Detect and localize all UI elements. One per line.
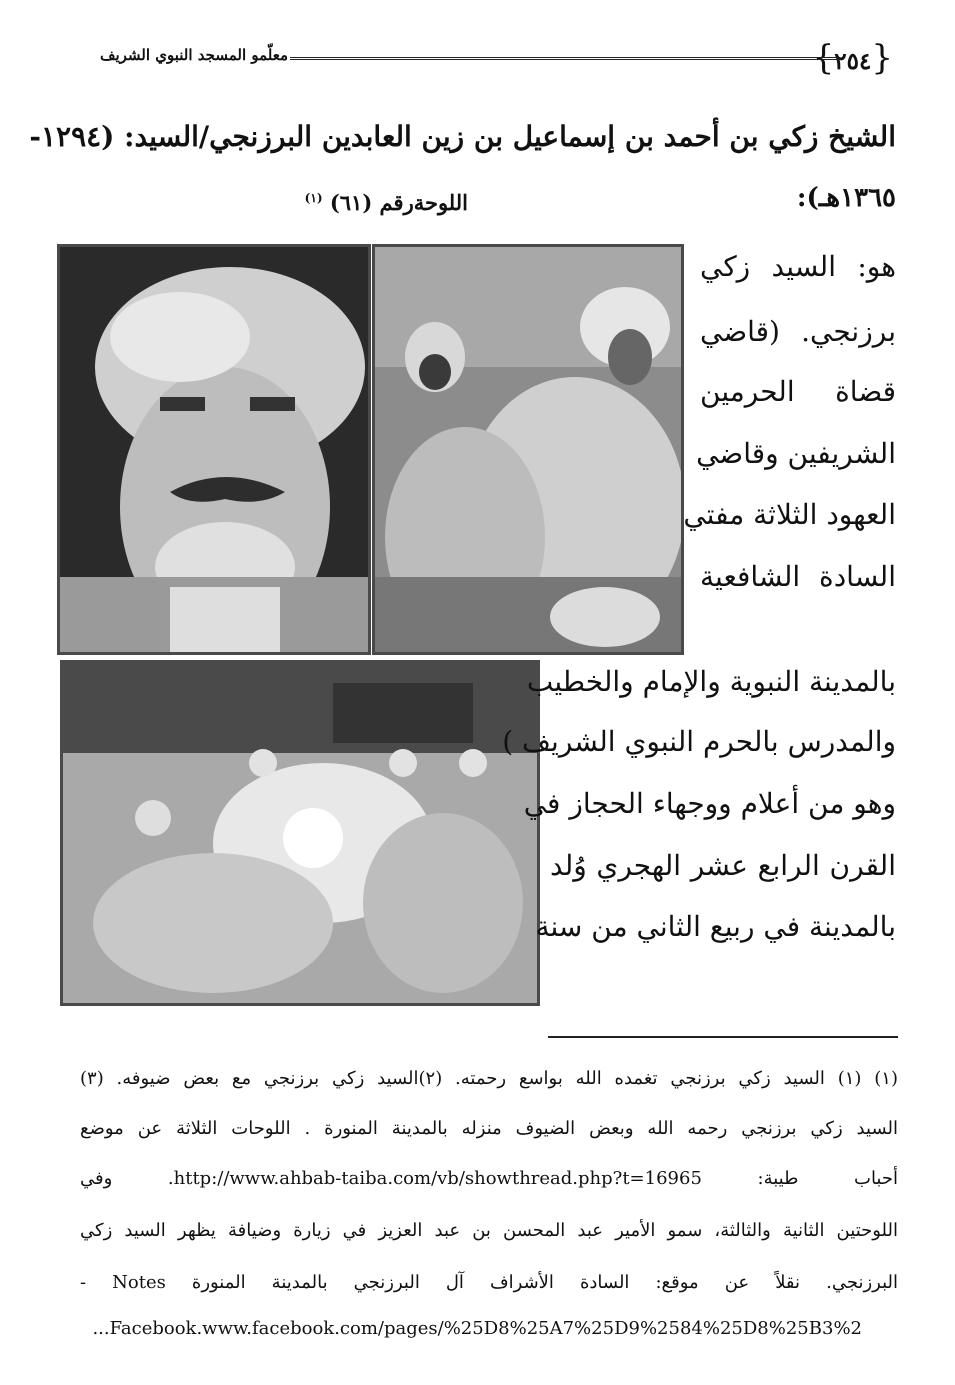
book-title: معلّمو المسجد النبوي الشريف [99,46,288,64]
body-line: الشريفين وقاضي [696,437,896,470]
body-line: العهود الثلاثة مفتي [683,498,896,531]
guests-photo [372,244,684,655]
body-line: والمدرس بالحرم النبوي الشريف ) [502,725,896,758]
body-line: بالمدينة النبوية والإمام والخطيب [526,665,896,698]
footnote-line: البرزنجي. نقلاً عن موقع: السادة الأشراف آل البرزنجي بالمدينة المنورة Notes - [80,1272,898,1293]
plate-caption [268,190,468,215]
body-line: هو: السيد زكي [700,250,896,283]
footnote-rule [548,1036,898,1038]
portrait-photo [57,244,371,655]
body-line: وهو من أعلام ووجهاء الحجاز في [523,787,896,820]
header-rule [290,57,840,60]
body-line: القرن الرابع عشر الهجري وُلد [550,849,896,882]
body-line: برزنجي. (قاضي [700,315,896,348]
body-line: بالمدينة في ربيع الثاني من سنة [535,910,896,943]
entry-title-line-1: الشيخ زكي بن أحمد بن إسماعيل بن زين العابدين البرزنجي/السيد: (١٢٩٤- [29,120,896,153]
body-line: قضاة الحرمين [700,375,896,408]
plate-caption-text: اللوحةرقم (٦١) [329,190,468,215]
footnote-line: السيد زكي برزنجي رحمه الله وبعض الضيوف منزله بالمدينة المنورة . اللوحات الثلاثة عن موضع [80,1118,898,1139]
footnote-line: (١) (١) السيد زكي برزنجي تغمده الله بواسع رحمته. (٢)السيد زكي برزنجي مع بعض ضيوفه. (٣) [80,1068,898,1089]
reception-photo [60,660,540,1006]
footnote-ref: (١) [304,191,323,205]
footnote-line: اللوحتين الثانية والثالثة، سمو الأمير عبد المحسن بن عبد العزيز في زيارة وضيافة يظهر السيد زكي [80,1220,898,1241]
page-number-value: ٢٥٤ [834,48,872,75]
footnote-line: Facebook.www.facebook.com/pages/%25D8%25A7%25D9%2584%25D8%25B3%2... [92,1318,862,1339]
entry-title-line-2: ١٣٦٥هـ): [796,183,896,213]
body-line: السادة الشافعية [700,560,896,593]
page-number: {٢٥٤} [812,38,893,78]
footnote-line: أحباب طيبة: http://www.ahbab-taiba.com/vb/showthread.php?t=16965. وفي [80,1168,898,1189]
